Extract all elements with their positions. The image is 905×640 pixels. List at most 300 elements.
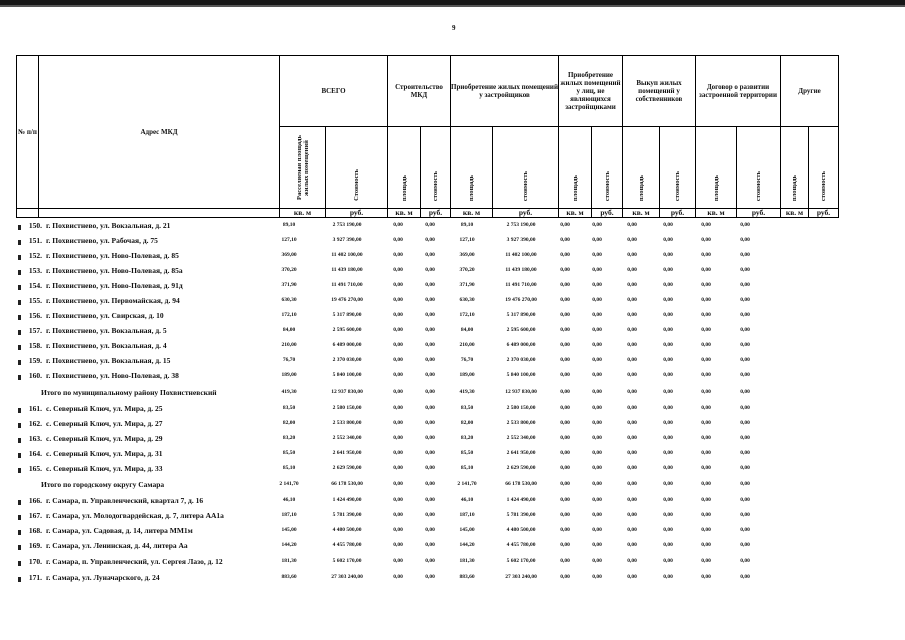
row-value: 0,00 [560, 372, 570, 378]
row-value: 2 370 030,00 [332, 357, 362, 363]
row-address: г. Похвистнево, ул. Ново-Полевая, д. 85 [46, 251, 179, 260]
row-address: с. Северный Ключ, ул. Мира, д. 33 [46, 464, 163, 473]
row-address: г. Похвистнево, ул. Вокзальная, д. 4 [46, 341, 167, 350]
row-value: 0,00 [560, 405, 570, 411]
row-value: 5 317 890,00 [332, 312, 362, 318]
row-address: г. Самара, ул. Молодогвардейская, д. 7, литера АА1а [46, 511, 224, 520]
row-number: 155. [28, 296, 42, 305]
row-value: 0,00 [425, 282, 435, 288]
row-value: 0,00 [740, 252, 750, 258]
row-value: 371,90 [459, 282, 475, 288]
unit-cell: руб. [809, 209, 839, 218]
row-value: 0,00 [425, 372, 435, 378]
row-value: 0,00 [425, 435, 435, 441]
row-value: 0,00 [560, 435, 570, 441]
row-value: 172,10 [459, 312, 475, 318]
row-value: 0,00 [393, 574, 403, 580]
row-value: 0,00 [701, 435, 711, 441]
subheader-non-developers-cost: стоимость [592, 127, 623, 209]
row-value: 82,00 [460, 420, 474, 426]
subheader-construction-cost: стоимость [421, 127, 451, 209]
row-value: 0,00 [701, 558, 711, 564]
row-value: 0,00 [592, 465, 602, 471]
row-value: 0,00 [740, 267, 750, 273]
row-value: 0,00 [701, 222, 711, 228]
row-value: 630,30 [459, 297, 475, 303]
row-value: 0,00 [701, 297, 711, 303]
row-value: 0,00 [425, 527, 435, 533]
row-number: 170. [28, 557, 42, 566]
subheader-territory-cost: стоимость [737, 127, 781, 209]
row-value: 0,00 [740, 327, 750, 333]
row-value: 0,00 [740, 357, 750, 363]
row-value: 2 533 800,00 [506, 420, 536, 426]
row-value: 0,00 [701, 267, 711, 273]
row-address: г. Самара, ул. Луначарского, д. 24 [46, 573, 160, 582]
header-group-buyout: Выкуп жилых помещений у собственников [623, 56, 696, 127]
row-address: г. Похвистнево, ул. Ново-Полевая, д. 38 [46, 371, 179, 380]
row-value: 0,00 [701, 389, 711, 395]
row-value: 1 424 490,00 [332, 497, 362, 503]
row-value: 0,00 [740, 435, 750, 441]
row-value: 2 641 950,00 [332, 450, 362, 456]
subheader-developers-cost: стоимость [493, 127, 559, 209]
row-value: 0,00 [560, 527, 570, 533]
units-blank-num [17, 209, 39, 218]
subheader-territory-area: площадь [696, 127, 737, 209]
row-value: 0,00 [663, 357, 673, 363]
row-value: 0,00 [740, 450, 750, 456]
row-value: 0,00 [740, 574, 750, 580]
row-value: 0,00 [560, 512, 570, 518]
table-header [16, 55, 839, 218]
row-value: 0,00 [627, 405, 637, 411]
row-number: 164. [28, 449, 42, 458]
row-value: 2 753 190,00 [332, 222, 362, 228]
row-value: 0,00 [560, 282, 570, 288]
row-value: 0,00 [663, 542, 673, 548]
row-value: 0,00 [663, 574, 673, 580]
row-address: г. Похвистнево, ул. Вокзальная, д. 15 [46, 356, 171, 365]
row-value: 0,00 [740, 297, 750, 303]
header-group-purchase-non-developers: Приобретение жилых помещений у лиц, не являющихся застройщиками [559, 56, 623, 127]
row-value: 2 595 600,00 [332, 327, 362, 333]
unit-cell: кв. м [388, 209, 421, 218]
row-value: 5 602 170,00 [506, 558, 536, 564]
row-address: г. Самара, ул. Садовая, д. 14, литера ММ1м [46, 526, 193, 535]
row-value: 5 781 390,00 [332, 512, 362, 518]
row-value: 127,10 [281, 237, 297, 243]
row-value: 0,00 [701, 312, 711, 318]
row-value: 0,00 [663, 450, 673, 456]
row-value: 144,20 [459, 542, 475, 548]
row-value: 0,00 [663, 222, 673, 228]
row-number: 151. [28, 236, 42, 245]
row-value: 0,00 [627, 450, 637, 456]
row-value: 0,00 [740, 558, 750, 564]
row-value: 0,00 [393, 282, 403, 288]
row-value: 1 424 490,00 [506, 497, 536, 503]
row-value: 2 641 950,00 [506, 450, 536, 456]
row-value: 83,20 [282, 435, 296, 441]
row-value: 127,10 [459, 237, 475, 243]
row-value: 187,10 [281, 512, 297, 518]
row-number: 152. [28, 251, 42, 260]
row-value: 19 476 270,00 [505, 297, 537, 303]
row-value: 5 840 100,00 [332, 372, 362, 378]
row-address: с. Северный Ключ, ул. Мира, д. 27 [46, 419, 163, 428]
row-value: 189,00 [459, 372, 475, 378]
row-value: 0,00 [560, 497, 570, 503]
row-number: 160. [28, 371, 42, 380]
unit-cell: кв. м [451, 209, 493, 218]
row-value: 0,00 [627, 252, 637, 258]
row-value: 0,00 [393, 497, 403, 503]
row-value: 0,00 [701, 512, 711, 518]
row-value: 0,00 [592, 512, 602, 518]
row-value: 85,10 [460, 465, 474, 471]
row-value: 11 491 710,00 [331, 282, 363, 288]
subheader-developers-area: площадь [451, 127, 493, 209]
row-value: 0,00 [393, 512, 403, 518]
row-value: 0,00 [592, 372, 602, 378]
row-value: 0,00 [560, 542, 570, 548]
row-value: 145,00 [459, 527, 475, 533]
row-value: 2 753 190,00 [506, 222, 536, 228]
row-value: 0,00 [740, 542, 750, 548]
row-value: 0,00 [701, 497, 711, 503]
row-value: 3 927 390,00 [332, 237, 362, 243]
row-number: 157. [28, 326, 42, 335]
row-value: 2 370 030,00 [506, 357, 536, 363]
row-value: 0,00 [627, 497, 637, 503]
row-value: 83,20 [460, 435, 474, 441]
row-value: 0,00 [425, 357, 435, 363]
row-value: 0,00 [740, 342, 750, 348]
row-value: 0,00 [425, 252, 435, 258]
row-value: 0,00 [592, 312, 602, 318]
row-value: 0,00 [560, 574, 570, 580]
header-group-total: ВСЕГО [280, 56, 388, 127]
row-value: 883,60 [281, 574, 297, 580]
unit-cell: кв. м [623, 209, 660, 218]
row-address: с. Северный Ключ, ул. Мира, д. 25 [46, 404, 163, 413]
row-number: 171. [28, 573, 42, 582]
row-value: 4 480 500,00 [506, 527, 536, 533]
row-value: 3 927 390,00 [506, 237, 536, 243]
row-value: 369,00 [459, 252, 475, 258]
row-value: 11 491 710,00 [505, 282, 537, 288]
row-value: 0,00 [560, 237, 570, 243]
row-value: 0,00 [425, 542, 435, 548]
units-blank-address [39, 209, 280, 218]
row-value: 0,00 [393, 405, 403, 411]
row-value: 0,00 [701, 237, 711, 243]
row-value: 210,00 [281, 342, 297, 348]
row-value: 6 489 000,00 [506, 342, 536, 348]
row-value: 0,00 [663, 435, 673, 441]
row-value: 0,00 [592, 297, 602, 303]
row-value: 0,00 [663, 465, 673, 471]
row-value: 0,00 [592, 252, 602, 258]
row-value: 0,00 [627, 574, 637, 580]
row-value: 0,00 [627, 542, 637, 548]
row-value: 0,00 [425, 405, 435, 411]
row-value: 2 552 340,00 [506, 435, 536, 441]
row-value: 0,00 [740, 497, 750, 503]
row-value: 0,00 [663, 497, 673, 503]
row-value: 0,00 [393, 312, 403, 318]
row-address: г. Самара, п. Управленческий, ул. Сергея Лазо, д. 12 [46, 557, 223, 566]
row-value: 0,00 [627, 357, 637, 363]
row-value: 0,00 [425, 465, 435, 471]
row-value: 5 317 890,00 [506, 312, 536, 318]
row-value: 0,00 [560, 312, 570, 318]
row-number: 153. [28, 266, 42, 275]
row-value: 181,30 [281, 558, 297, 564]
subtotal-label: Итого по муниципальному району Похвистневский [41, 388, 217, 397]
row-value: 0,00 [393, 558, 403, 564]
row-value: 0,00 [393, 237, 403, 243]
row-value: 0,00 [663, 342, 673, 348]
unit-cell: руб. [660, 209, 696, 218]
row-value: 419,30 [459, 389, 475, 395]
row-address: г. Похвистнево, ул. Ново-Полевая, д. 85а [46, 266, 183, 275]
row-value: 46,10 [460, 497, 474, 503]
row-number: 150. [28, 221, 42, 230]
row-value: 76,70 [460, 357, 474, 363]
row-value: 0,00 [393, 342, 403, 348]
row-value: 0,00 [592, 420, 602, 426]
header-num: № п/п [17, 56, 39, 209]
row-value: 0,00 [627, 435, 637, 441]
row-value: 0,00 [393, 267, 403, 273]
row-value: 0,00 [393, 372, 403, 378]
row-value: 0,00 [592, 222, 602, 228]
unit-cell: руб. [326, 209, 388, 218]
page-number: 9 [452, 24, 456, 32]
row-value: 0,00 [425, 481, 435, 487]
row-value: 0,00 [560, 267, 570, 273]
row-value: 0,00 [425, 312, 435, 318]
unit-cell: кв. м [559, 209, 592, 218]
row-value: 0,00 [393, 527, 403, 533]
row-value: 0,00 [592, 450, 602, 456]
row-value: 0,00 [740, 465, 750, 471]
row-value: 210,00 [459, 342, 475, 348]
row-value: 0,00 [425, 497, 435, 503]
row-value: 0,00 [592, 342, 602, 348]
row-value: 0,00 [701, 327, 711, 333]
row-value: 0,00 [425, 574, 435, 580]
row-value: 0,00 [393, 420, 403, 426]
row-value: 0,00 [663, 481, 673, 487]
row-value: 0,00 [425, 222, 435, 228]
row-value: 0,00 [627, 297, 637, 303]
row-number: 166. [28, 496, 42, 505]
row-address: г. Похвистнево, ул. Свирская, д. 10 [46, 311, 164, 320]
row-number: 169. [28, 541, 42, 550]
row-value: 0,00 [701, 252, 711, 258]
row-value: 2 580 150,00 [506, 405, 536, 411]
header-group-territory: Договор о развитии застроенной территории [696, 56, 781, 127]
row-value: 0,00 [663, 512, 673, 518]
row-value: 89,10 [460, 222, 474, 228]
row-value: 2 580 150,00 [332, 405, 362, 411]
row-value: 0,00 [393, 435, 403, 441]
row-value: 0,00 [663, 527, 673, 533]
row-value: 0,00 [627, 465, 637, 471]
unit-cell: руб. [421, 209, 451, 218]
row-value: 66 178 530,00 [331, 481, 363, 487]
row-number: 168. [28, 526, 42, 535]
row-value: 0,00 [740, 512, 750, 518]
row-value: 181,30 [459, 558, 475, 564]
subheader-other-area: площадь [781, 127, 809, 209]
row-value: 0,00 [740, 527, 750, 533]
row-address: г. Похвистнево, ул. Вокзальная, д. 21 [46, 221, 171, 230]
row-value: 0,00 [393, 222, 403, 228]
row-value: 369,00 [281, 252, 297, 258]
row-value: 0,00 [425, 327, 435, 333]
row-value: 0,00 [393, 252, 403, 258]
row-value: 82,00 [282, 420, 296, 426]
row-value: 187,10 [459, 512, 475, 518]
row-value: 0,00 [560, 327, 570, 333]
row-value: 0,00 [560, 389, 570, 395]
row-value: 5 781 390,00 [506, 512, 536, 518]
row-address: г. Самара, ул. Ленинская, д. 44, литера Аа [46, 541, 188, 550]
row-value: 0,00 [627, 481, 637, 487]
row-value: 2 141,70 [457, 481, 477, 487]
row-value: 89,10 [282, 222, 296, 228]
row-value: 2 629 590,00 [506, 465, 536, 471]
subheader-buyout-cost: стоимость [660, 127, 696, 209]
row-value: 0,00 [425, 558, 435, 564]
row-value: 27 303 240,00 [331, 574, 363, 580]
row-value: 0,00 [701, 282, 711, 288]
unit-cell: руб. [737, 209, 781, 218]
row-value: 0,00 [627, 558, 637, 564]
row-value: 419,30 [281, 389, 297, 395]
row-value: 2 141,70 [279, 481, 299, 487]
subheader-total-cost: Стоимость [326, 127, 388, 209]
row-value: 0,00 [627, 389, 637, 395]
row-value: 0,00 [701, 420, 711, 426]
row-number: 156. [28, 311, 42, 320]
row-value: 883,60 [459, 574, 475, 580]
row-number: 163. [28, 434, 42, 443]
row-value: 0,00 [393, 327, 403, 333]
unit-cell: кв. м [696, 209, 737, 218]
row-value: 84,00 [460, 327, 474, 333]
header-group-construction: Строительство МКД [388, 56, 451, 127]
scan-top-shadow [0, 5, 905, 7]
row-value: 2 552 340,00 [332, 435, 362, 441]
row-value: 0,00 [592, 327, 602, 333]
row-value: 0,00 [740, 481, 750, 487]
row-address: г. Похвистнево, ул. Ново-Полевая, д. 91д [46, 281, 183, 290]
row-value: 5 602 170,00 [332, 558, 362, 564]
row-number: 158. [28, 341, 42, 350]
row-value: 0,00 [393, 357, 403, 363]
row-value: 85,50 [460, 450, 474, 456]
row-value: 12 937 830,00 [331, 389, 363, 395]
row-value: 370,20 [459, 267, 475, 273]
row-value: 0,00 [663, 252, 673, 258]
row-value: 0,00 [393, 465, 403, 471]
row-value: 6 489 000,00 [332, 342, 362, 348]
row-value: 172,10 [281, 312, 297, 318]
row-value: 0,00 [592, 574, 602, 580]
row-number: 162. [28, 419, 42, 428]
row-value: 0,00 [627, 237, 637, 243]
row-value: 0,00 [663, 405, 673, 411]
row-value: 0,00 [560, 357, 570, 363]
row-address: с. Северный Ключ, ул. Мира, д. 29 [46, 434, 163, 443]
row-value: 0,00 [560, 297, 570, 303]
row-address: с. Северный Ключ, ул. Мира, д. 31 [46, 449, 163, 458]
row-value: 0,00 [592, 435, 602, 441]
row-value: 19 476 270,00 [331, 297, 363, 303]
row-value: 11 439 180,00 [505, 267, 537, 273]
row-value: 0,00 [663, 420, 673, 426]
row-value: 0,00 [592, 542, 602, 548]
row-value: 0,00 [425, 450, 435, 456]
row-value: 4 455 780,00 [506, 542, 536, 548]
row-number: 154. [28, 281, 42, 290]
row-value: 0,00 [627, 512, 637, 518]
row-value: 0,00 [627, 372, 637, 378]
row-value: 371,90 [281, 282, 297, 288]
row-value: 145,00 [281, 527, 297, 533]
row-address: г. Похвистнево, ул. Рабочая, д. 75 [46, 236, 158, 245]
row-value: 2 629 590,00 [332, 465, 362, 471]
row-value: 0,00 [592, 527, 602, 533]
row-value: 0,00 [663, 558, 673, 564]
row-value: 0,00 [740, 237, 750, 243]
row-number: 161. [28, 404, 42, 413]
row-value: 0,00 [425, 342, 435, 348]
row-value: 0,00 [701, 342, 711, 348]
header-group-purchase-developers: Приобретение жилых помещений у застройщиков [451, 56, 559, 127]
row-value: 0,00 [393, 389, 403, 395]
row-value: 0,00 [393, 297, 403, 303]
row-value: 0,00 [627, 420, 637, 426]
row-value: 5 840 100,00 [506, 372, 536, 378]
row-value: 0,00 [425, 237, 435, 243]
row-value: 0,00 [701, 405, 711, 411]
row-address: г. Самара, п. Управленческий, квартал 7, д. 16 [46, 496, 204, 505]
row-value: 0,00 [393, 450, 403, 456]
row-value: 0,00 [663, 372, 673, 378]
row-value: 0,00 [592, 481, 602, 487]
row-address: г. Похвистнево, ул. Первомайская, д. 94 [46, 296, 180, 305]
row-value: 0,00 [740, 222, 750, 228]
subheader-construction-area: площадь [388, 127, 421, 209]
unit-cell: кв. м [280, 209, 326, 218]
row-value: 0,00 [592, 389, 602, 395]
row-value: 0,00 [393, 481, 403, 487]
row-number: 159. [28, 356, 42, 365]
row-value: 144,20 [281, 542, 297, 548]
row-value: 0,00 [592, 357, 602, 363]
row-value: 0,00 [592, 282, 602, 288]
unit-cell: руб. [493, 209, 559, 218]
row-value: 0,00 [560, 342, 570, 348]
row-value: 85,10 [282, 465, 296, 471]
subheader-non-developers-area: площадь [559, 127, 592, 209]
